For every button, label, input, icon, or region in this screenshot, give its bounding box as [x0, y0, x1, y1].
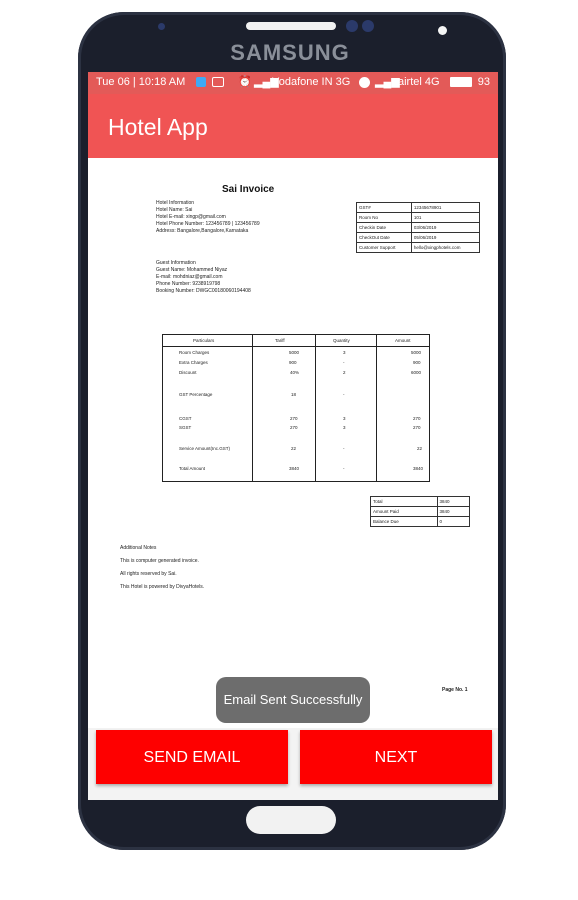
carrier-2: airtel 4G [398, 76, 440, 88]
row-tariff: 900 [289, 360, 297, 365]
carrier-1: Vodafone IN 3G [272, 76, 351, 88]
front-camera-icon [346, 20, 358, 32]
hotel-info-line: Hotel Phone Number: 123456789 | 123456789 [156, 221, 260, 227]
meta-value: hello@xingphotels.com [411, 243, 479, 253]
table-row [357, 233, 480, 243]
meta-key: Room No [357, 213, 412, 223]
row-particular: Room Charges [179, 350, 210, 355]
speaker-grille [246, 22, 336, 30]
additional-notes [120, 542, 204, 594]
app-title: Hotel App [108, 114, 208, 140]
hotel-info [156, 200, 260, 235]
alarm-icon: ⏰ [238, 76, 252, 88]
table-row [357, 213, 480, 223]
sms-icon [212, 77, 224, 87]
proximity-sensor-icon [158, 23, 165, 30]
row-tariff: 270 [290, 425, 298, 430]
send-email-button[interactable]: SEND EMAIL [96, 730, 288, 784]
row-quantity: - [343, 466, 345, 471]
guest-info [156, 260, 251, 295]
sensor-icon [362, 20, 374, 32]
row-particular: SGST [179, 425, 192, 430]
guest-info-line: E-mail: mohdniaz@gmail.com [156, 274, 223, 280]
meta-key: GST# [357, 203, 412, 213]
row-particular: Total Amount [179, 466, 206, 471]
row-particular: GST Percentage [179, 392, 213, 397]
table-row [371, 507, 470, 517]
app-notification-icon [196, 77, 206, 87]
row-amount: 270 [413, 425, 421, 430]
row-quantity: 3 [343, 350, 346, 355]
meta-key: Checkin Date [357, 223, 412, 233]
row-tariff: 18 [291, 392, 297, 397]
row-amount: 5000 [411, 350, 422, 355]
totals-value: 3840 [437, 507, 469, 517]
status-bar [88, 72, 498, 94]
row-amount: 3840 [413, 466, 424, 471]
column-divider [315, 335, 316, 481]
status-time: Tue 06 | 10:18 AM [96, 76, 186, 88]
column-divider [252, 335, 253, 481]
battery-level: 93 [477, 76, 490, 88]
column-header: Amount [395, 338, 411, 343]
hotel-info-line: Hotel Information [156, 200, 195, 206]
battery-icon [450, 77, 472, 87]
meta-value: 05/06/2019 [411, 233, 479, 243]
row-tariff: 22 [291, 446, 297, 451]
row-tariff: 3840 [289, 466, 300, 471]
table-row [357, 203, 480, 213]
invoice-preview [88, 158, 498, 728]
row-amount: 22 [417, 446, 423, 451]
row-amount: 900 [413, 360, 421, 365]
row-tariff: 270 [290, 416, 298, 421]
meta-key: CheckOut Date [357, 233, 412, 243]
table-row [371, 497, 470, 507]
column-header: Particulars [193, 338, 215, 343]
totals-label: Total [371, 497, 438, 507]
page-number: Page No. 1 [442, 687, 468, 693]
row-amount: 270 [413, 416, 421, 421]
guest-info-line: Phone Number: 9238919798 [156, 281, 221, 287]
charges-table [162, 334, 430, 482]
hotel-info-line: Hotel E-mail: xingp@gmail.com [156, 214, 226, 220]
note-line: Additional Notes [120, 545, 157, 551]
data-saver-icon [359, 77, 370, 88]
home-button[interactable] [246, 806, 336, 834]
table-row [357, 243, 480, 253]
toast-message: Email Sent Successfully [216, 677, 370, 723]
totals-label: Balance Due [371, 517, 438, 527]
note-line: All rights reserved by Sai. [120, 571, 177, 577]
meta-value: 12345678901 [411, 203, 479, 213]
notification-led-icon [438, 26, 447, 35]
app-bar [88, 94, 498, 158]
totals-value: 3840 [437, 497, 469, 507]
signal-icon: ▂▄▆ [254, 76, 279, 88]
row-quantity: 3 [343, 425, 346, 430]
table-row [357, 223, 480, 233]
row-quantity: - [343, 446, 345, 451]
next-button[interactable]: NEXT [300, 730, 492, 784]
row-particular: CGST [179, 416, 192, 421]
totals-value: 0 [437, 517, 469, 527]
invoice-title: Sai Invoice [222, 184, 275, 195]
hotel-info-line: Hotel Name: Sai [156, 207, 193, 213]
totals-table [370, 496, 470, 527]
hotel-info-line: Address: Bangalore,Bangalore,Karnataka [156, 228, 249, 234]
row-quantity: 3 [343, 416, 346, 421]
guest-info-line: Guest Information [156, 260, 196, 266]
column-header: Quantity [333, 338, 350, 343]
row-particular: Service Amount(Inc.GST) [179, 446, 231, 451]
guest-info-line: Booking Number: DWGC00180060194408 [156, 288, 251, 294]
note-line: This is computer generated invoice. [120, 558, 199, 564]
note-line: This Hotel is powered by DivyaHotels. [120, 584, 205, 590]
table-row [371, 517, 470, 527]
meta-key: Customer Support [357, 243, 412, 253]
column-divider [376, 335, 377, 481]
row-tariff: 40% [290, 370, 300, 375]
row-amount: 6000 [411, 370, 422, 375]
column-header: Tariff [275, 338, 285, 343]
row-quantity: 2 [343, 370, 346, 375]
totals-label: Amount Paid [371, 507, 438, 517]
device-brand: SAMSUNG [230, 40, 350, 65]
guest-info-line: Guest Name: Mohammed Niyaz [156, 267, 228, 273]
row-tariff: 5000 [289, 350, 300, 355]
phone-screen [88, 72, 498, 800]
row-amount: - [343, 392, 345, 397]
row-particular: Discount [179, 370, 197, 375]
meta-value: 03/06/2019 [411, 223, 479, 233]
row-particular: Extra Charges [179, 360, 208, 365]
row-quantity: - [343, 360, 345, 365]
meta-value: 101 [411, 213, 479, 223]
invoice-meta-table [356, 202, 480, 253]
signal-icon-2: ▂▄▆ [375, 76, 400, 88]
